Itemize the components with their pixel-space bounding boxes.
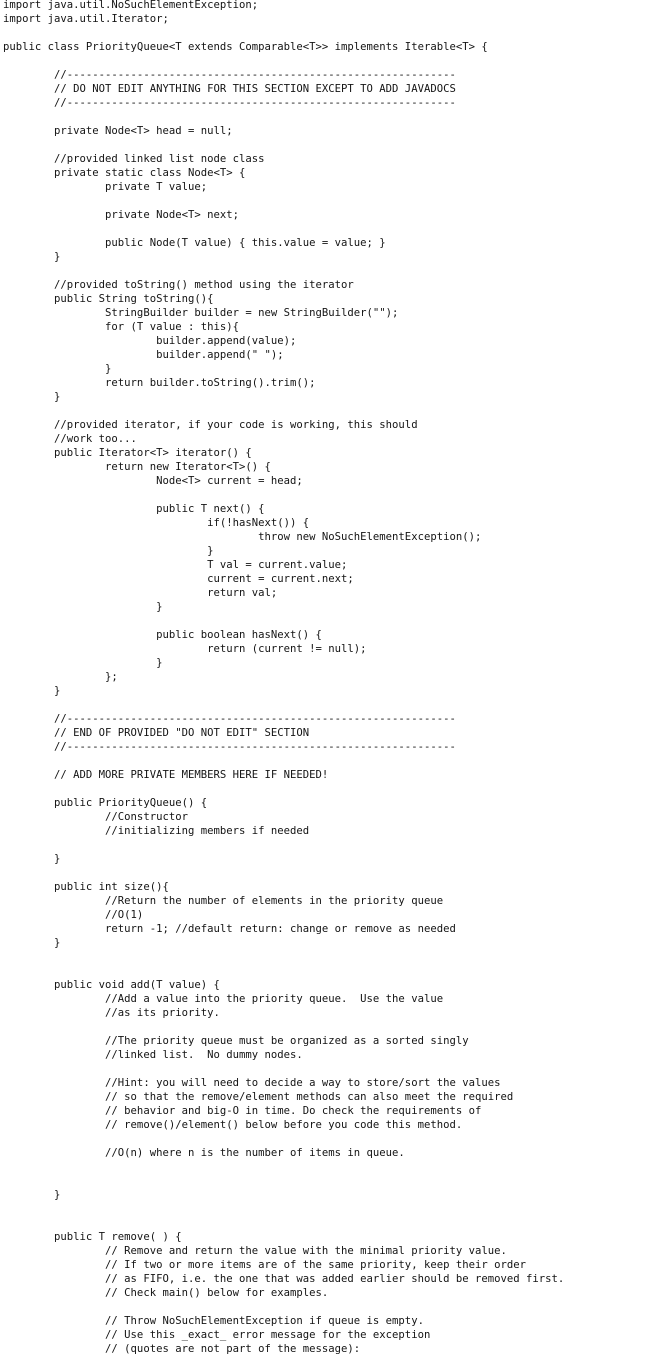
code-line <box>3 866 564 880</box>
code-line <box>3 1160 564 1174</box>
code-line: // (quotes are not part of the message): <box>3 1343 361 1355</box>
code-line <box>3 782 564 796</box>
code-line: //------------------------------------------------------------- <box>3 713 456 725</box>
code-line <box>3 1174 564 1188</box>
code-line: //Constructor <box>3 811 188 823</box>
code-line: return -1; //default return: change or remove as needed <box>3 923 456 935</box>
code-line <box>3 54 564 68</box>
code-line: } <box>3 601 163 613</box>
code-line: import java.util.Iterator; <box>3 13 169 25</box>
code-line <box>3 1216 564 1230</box>
code-line: //linked list. No dummy nodes. <box>3 1049 303 1061</box>
code-line: return builder.toString().trim(); <box>3 377 316 389</box>
code-line: return new Iterator<T>() { <box>3 461 271 473</box>
code-line: public PriorityQueue() { <box>3 797 208 809</box>
code-line: for (T value : this){ <box>3 321 239 333</box>
code-line: } <box>3 853 61 865</box>
code-line: T val = current.value; <box>3 559 348 571</box>
code-line <box>3 1300 564 1314</box>
code-line: //Return the number of elements in the priority queue <box>3 895 444 907</box>
code-line: // ADD MORE PRIVATE MEMBERS HERE IF NEEDED! <box>3 769 329 781</box>
code-line: //provided toString() method using the iterator <box>3 279 354 291</box>
code-line: //------------------------------------------------------------- <box>3 97 456 109</box>
code-line <box>3 488 564 502</box>
code-line: } <box>3 363 112 375</box>
code-line: public boolean hasNext() { <box>3 629 322 641</box>
code-line: // Throw NoSuchElementException if queue is empty. <box>3 1315 424 1327</box>
code-line: private static class Node<T> { <box>3 167 246 179</box>
code-line: public void add(T value) { <box>3 979 220 991</box>
code-line: public T remove( ) { <box>3 1231 182 1243</box>
code-line: public class PriorityQueue<T extends Comparable<T>> implements Iterable<T> { <box>3 41 488 53</box>
code-line <box>3 138 564 152</box>
code-line: //------------------------------------------------------------- <box>3 69 456 81</box>
code-line <box>3 110 564 124</box>
code-line <box>3 1062 564 1076</box>
code-line: //O(1) <box>3 909 144 921</box>
code-line: //provided linked list node class <box>3 153 265 165</box>
code-line <box>3 26 564 40</box>
code-line <box>3 614 564 628</box>
code-line <box>3 838 564 852</box>
code-line <box>3 264 564 278</box>
code-line: //as its priority. <box>3 1007 220 1019</box>
code-line: public Node(T value) { this.value = value; } <box>3 237 386 249</box>
code-editor <box>3 0 564 1356</box>
code-line: //Hint: you will need to decide a way to store/sort the values <box>3 1077 501 1089</box>
code-line: } <box>3 391 61 403</box>
code-line <box>3 222 564 236</box>
code-line: // behavior and big-O in time. Do check the requirements of <box>3 1105 482 1117</box>
code-line: throw new NoSuchElementException(); <box>3 531 482 543</box>
code-line: } <box>3 545 214 557</box>
code-line: //initializing members if needed <box>3 825 310 837</box>
code-line: // DO NOT EDIT ANYTHING FOR THIS SECTION EXCEPT TO ADD JAVADOCS <box>3 83 456 95</box>
code-line: // Remove and return the value with the minimal priority value. <box>3 1245 507 1257</box>
code-line: //------------------------------------------------------------- <box>3 741 456 753</box>
code-line: //work too... <box>3 433 137 445</box>
code-line: // Use this _exact_ error message for the exception <box>3 1329 431 1341</box>
code-line: public String toString(){ <box>3 293 214 305</box>
code-line: public T next() { <box>3 503 265 515</box>
code-line: // as FIFO, i.e. the one that was added earlier should be removed first. <box>3 1273 565 1285</box>
code-line: Node<T> current = head; <box>3 475 303 487</box>
code-line: return val; <box>3 587 278 599</box>
code-line: } <box>3 1189 61 1201</box>
code-line <box>3 754 564 768</box>
code-line: public int size(){ <box>3 881 169 893</box>
code-line: private Node<T> head = null; <box>3 125 233 137</box>
code-line: // remove()/element() below before you code this method. <box>3 1119 463 1131</box>
code-line: //The priority queue must be organized as a sorted singly <box>3 1035 469 1047</box>
code-line: builder.append(" "); <box>3 349 284 361</box>
code-line: } <box>3 657 163 669</box>
code-line <box>3 404 564 418</box>
code-line: //O(n) where n is the number of items in queue. <box>3 1147 405 1159</box>
code-line: current = current.next; <box>3 573 354 585</box>
code-line: // Check main() below for examples. <box>3 1287 329 1299</box>
code-line: // END OF PROVIDED "DO NOT EDIT" SECTION <box>3 727 310 739</box>
code-line <box>3 1132 564 1146</box>
code-line: //provided iterator, if your code is working, this should <box>3 419 418 431</box>
code-line: return (current != null); <box>3 643 367 655</box>
code-line <box>3 698 564 712</box>
code-line: StringBuilder builder = new StringBuilder(""); <box>3 307 399 319</box>
code-line: private Node<T> next; <box>3 209 239 221</box>
code-line: } <box>3 685 61 697</box>
code-line: builder.append(value); <box>3 335 297 347</box>
code-line <box>3 950 564 964</box>
code-line <box>3 194 564 208</box>
code-line <box>3 1202 564 1216</box>
code-line: } <box>3 937 61 949</box>
code-line: // If two or more items are of the same priority, keep their order <box>3 1259 526 1271</box>
code-line: if(!hasNext()) { <box>3 517 310 529</box>
code-line <box>3 964 564 978</box>
code-line: import java.util.NoSuchElementException; <box>3 0 259 11</box>
code-line: //Add a value into the priority queue. Use the value <box>3 993 444 1005</box>
code-line <box>3 1020 564 1034</box>
code-line: private T value; <box>3 181 208 193</box>
code-line: }; <box>3 671 118 683</box>
code-line: public Iterator<T> iterator() { <box>3 447 252 459</box>
code-line: } <box>3 251 61 263</box>
code-line: // so that the remove/element methods can also meet the required <box>3 1091 514 1103</box>
